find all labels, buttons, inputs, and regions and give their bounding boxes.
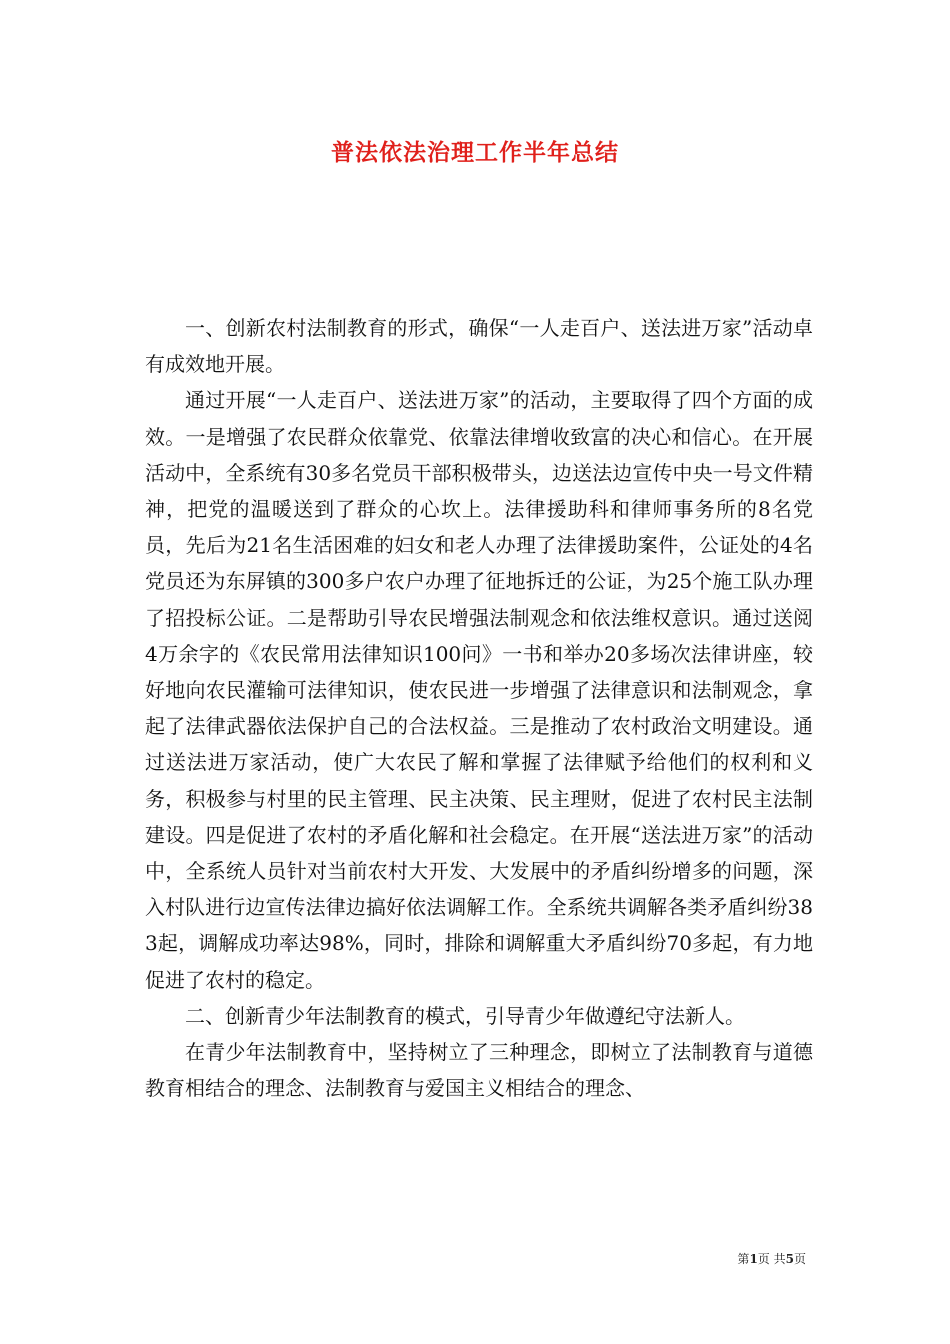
footer-prefix: 第 bbox=[737, 1252, 750, 1266]
paragraph-section-one-body: 通过开展“一人走百户、送法进万家”的活动，主要取得了四个方面的成效。一是增强了农民群众依靠党、依靠法律增收致富的决心和信心。在开展活动中，全系统有30多名党员干部积极带头，边送法边宣传中央一号文件精神，把党的温暖送到了群众的心坎上。法律援助科和律师事务所的8名党员，先后为21名生活困难的妇女和老人办理了法律援助案件，公证处的4名党员还为东屏镇的300多户农户办理了征地拆迁的公证，为25个施工队办理了招投标公证。二是帮助引导农民增强法制观念和依法维权意识。通过送阅4万余字的《农民常用法律知识100问》一书和举办20多场次法律讲座，较好地向农民灌输可法律知识，使农民进一步增强了法律意识和法制观念，拿起了法律武器依法保护自己的合法权益。三是推动了农村政治文明建设。通过送法进万家活动，使广大农民了解和掌握了法律赋予给他们的权利和义务，积极参与村里的民主管理、民主决策、民主理财，促进了农村民主法制建设。四是促进了农村的矛盾化解和社会稳定。在开展“送法进万家”的活动中，全系统人员针对当前农村大开发、大发展中的矛盾纠纷增多的问题，深入村队进行边宣传法律边搞好依法调解工作。全系统共调解各类矛盾纠纷383起，调解成功率达98%，同时，排除和调解重大矛盾纠纷70多起，有力地促进了农村的稳定。 bbox=[145, 388, 813, 992]
document-title: 普法依法治理工作半年总结 bbox=[331, 139, 619, 166]
footer-suffix: 页 bbox=[793, 1252, 806, 1266]
document-body bbox=[145, 310, 813, 1106]
current-page-number: 1 bbox=[749, 1252, 758, 1266]
footer-middle: 页 共 bbox=[757, 1252, 786, 1266]
paragraph-section-two-heading: 二、创新青少年法制教育的模式，引导青少年做遵纪守法新人。 bbox=[185, 1003, 745, 1028]
page-number-footer bbox=[600, 1250, 806, 1267]
paragraph-section-one-heading: 一、创新农村法制教育的形式，确保“一人走百户、送法进万家”活动卓有成效地开展。 bbox=[145, 316, 813, 377]
total-pages-number: 5 bbox=[785, 1252, 794, 1266]
paragraph-section-two-body: 在青少年法制教育中，坚持树立了三种理念，即树立了法制教育与道德教育相结合的理念、法制教育与爱国主义相结合的理念、 bbox=[145, 1040, 813, 1101]
